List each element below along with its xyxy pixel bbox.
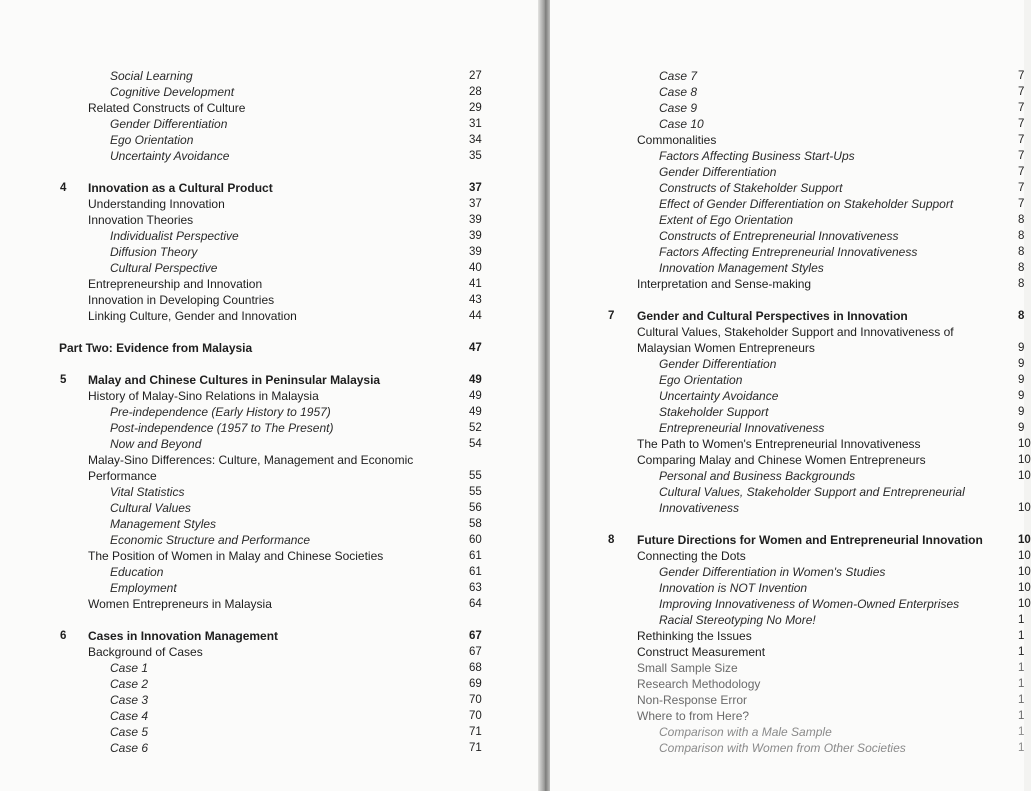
toc-entry xyxy=(550,116,1024,132)
toc-page-number: 71 xyxy=(469,726,482,738)
toc-entry-title: Interpretation and Sense-making xyxy=(637,277,812,291)
toc-entry-title: Improving Innovativeness of Women-Owned Enterprises xyxy=(659,597,960,611)
toc-page-number: 8 xyxy=(1018,214,1025,226)
toc-entry xyxy=(550,612,1024,628)
toc-entry xyxy=(550,180,1024,196)
toc-entry xyxy=(550,452,1031,468)
chapter-number: 8 xyxy=(608,534,615,546)
toc-entry-title: Diffusion Theory xyxy=(110,245,198,259)
toc-page-number: 7 xyxy=(1018,118,1025,130)
toc-entry xyxy=(0,132,540,148)
toc-page-number: 39 xyxy=(469,246,482,258)
toc-entry-title: Individualist Perspective xyxy=(110,229,239,243)
toc-entry xyxy=(550,212,1024,228)
toc-page-number: 10 xyxy=(1018,582,1031,594)
toc-entry xyxy=(550,420,1024,436)
toc-entry xyxy=(550,324,1024,340)
chapter-number: 7 xyxy=(608,310,615,322)
toc-entry xyxy=(550,564,1031,580)
toc-entry-title: Economic Structure and Performance xyxy=(110,533,311,547)
toc-page-number: 7 xyxy=(1018,70,1025,82)
toc-entry-title: Innovation Management Styles xyxy=(659,261,824,275)
toc-page-number: 61 xyxy=(469,566,482,578)
toc-page-number: 37 xyxy=(469,182,482,194)
toc-spacer xyxy=(550,292,1024,308)
toc-entry xyxy=(550,84,1024,100)
toc-entry xyxy=(0,452,540,468)
toc-entry xyxy=(0,500,540,516)
toc-entry xyxy=(0,116,540,132)
toc-entry xyxy=(550,436,1031,452)
toc-entry-title: Cultural Values, Stakeholder Support and Innovativeness of xyxy=(637,325,954,339)
toc-entry-title: Linking Culture, Gender and Innovation xyxy=(88,309,297,323)
toc-page-number: 1 xyxy=(1018,630,1025,642)
toc-page-number: 52 xyxy=(469,422,482,434)
toc-page-number: 29 xyxy=(469,102,482,114)
toc-entry xyxy=(550,340,1024,356)
toc-entry-title: Cultural Values, Stakeholder Support and Entrepreneurial xyxy=(659,485,965,499)
toc-entry xyxy=(550,404,1024,420)
toc-page-number: 67 xyxy=(469,630,482,642)
toc-entry xyxy=(550,628,1024,644)
toc-page-number: 9 xyxy=(1018,342,1025,354)
toc-page-number: 40 xyxy=(469,262,482,274)
toc-page-number: 55 xyxy=(469,486,482,498)
toc-page-number: 10 xyxy=(1018,550,1031,562)
toc-entry-title: Cultural Values xyxy=(110,501,191,515)
toc-entry xyxy=(550,356,1024,372)
toc-entry xyxy=(550,148,1024,164)
toc-entry xyxy=(0,148,540,164)
toc-entry xyxy=(550,740,1024,756)
toc-page-number: 1 xyxy=(1018,614,1025,626)
toc-entry-title: Social Learning xyxy=(110,69,193,83)
toc-page-number: 70 xyxy=(469,710,482,722)
toc-entry-title: Case 2 xyxy=(110,677,149,691)
toc-entry-title: Case 4 xyxy=(110,709,149,723)
toc-entry-title: Entrepreneurship and Innovation xyxy=(88,277,263,291)
toc-entry xyxy=(0,196,540,212)
toc-entry-title: Cultural Perspective xyxy=(110,261,218,275)
toc-entry-title: Case 3 xyxy=(110,693,149,707)
toc-page-number: 55 xyxy=(469,470,482,482)
toc-spacer xyxy=(550,516,1024,532)
toc-entry xyxy=(550,276,1024,292)
toc-entry-title: Comparison with Women from Other Societies xyxy=(659,741,906,755)
toc-entry-title: Case 1 xyxy=(110,661,149,675)
toc-entry xyxy=(0,596,540,612)
toc-entry xyxy=(550,228,1024,244)
toc-page-number: 34 xyxy=(469,134,482,146)
toc-entry xyxy=(550,244,1024,260)
toc-entry xyxy=(0,564,540,580)
toc-entry xyxy=(0,644,540,660)
chapter-number: 4 xyxy=(60,182,67,194)
toc-entry xyxy=(0,404,540,420)
toc-page-number: 10 xyxy=(1018,502,1031,514)
toc-entry-title: Factors Affecting Business Start-Ups xyxy=(659,149,855,163)
toc-entry xyxy=(0,516,540,532)
toc-part-entry xyxy=(0,340,540,356)
toc-entry-title: Factors Affecting Entrepreneurial Innovativeness xyxy=(659,245,918,259)
toc-page-number: 10 xyxy=(1018,454,1031,466)
toc-entry xyxy=(550,388,1024,404)
toc-entry-title: Understanding Innovation xyxy=(88,197,225,211)
toc-entry-title: Vital Statistics xyxy=(110,485,185,499)
toc-entry-title: Case 5 xyxy=(110,725,149,739)
toc-page-number: 70 xyxy=(469,694,482,706)
toc-entry-title: Ego Orientation xyxy=(110,133,194,147)
toc-entry xyxy=(0,708,540,724)
toc-entry xyxy=(550,548,1031,564)
toc-page-number: 8 xyxy=(1018,278,1025,290)
toc-page-number: 7 xyxy=(1018,150,1025,162)
toc-entry-title: Where to from Here? xyxy=(637,709,750,723)
toc-chapter-entry xyxy=(0,628,540,644)
toc-page-number: 41 xyxy=(469,278,482,290)
toc-page-number: 10 xyxy=(1018,470,1031,482)
toc-page-number: 10 xyxy=(1018,566,1031,578)
toc-entry xyxy=(0,420,540,436)
toc-entry-title: Related Constructs of Culture xyxy=(88,101,246,115)
toc-entry xyxy=(0,580,540,596)
toc-entry xyxy=(550,100,1024,116)
toc-page-number: 60 xyxy=(469,534,482,546)
toc-entry-title: Education xyxy=(110,565,164,579)
toc-entry-title: Cognitive Development xyxy=(110,85,235,99)
toc-page-number: 7 xyxy=(1018,86,1025,98)
toc-entry xyxy=(0,276,540,292)
toc-entry-title: Performance xyxy=(88,469,157,483)
toc-entry-title: Management Styles xyxy=(110,517,217,531)
toc-entry-title: Commonalities xyxy=(637,133,717,147)
toc-entry xyxy=(550,708,1024,724)
toc-page-number: 8 xyxy=(1018,246,1025,258)
toc-entry xyxy=(0,532,540,548)
toc-page-number: 1 xyxy=(1018,694,1025,706)
toc-page-number: 9 xyxy=(1018,390,1025,402)
toc-entry xyxy=(0,228,540,244)
toc-page-number: 71 xyxy=(469,742,482,754)
toc-entry xyxy=(550,484,1024,500)
toc-page-number: 1 xyxy=(1018,726,1025,738)
toc-chapter-entry xyxy=(0,372,540,388)
toc-entry-title: Comparison with a Male Sample xyxy=(659,725,832,739)
toc-list-left xyxy=(0,68,540,756)
toc-entry xyxy=(0,84,540,100)
toc-entry xyxy=(0,308,540,324)
toc-entry xyxy=(550,68,1024,84)
toc-page-number: 61 xyxy=(469,550,482,562)
toc-page-number: 7 xyxy=(1018,134,1025,146)
toc-entry-title: Future Directions for Women and Entrepreneurial Innovation xyxy=(637,533,983,547)
toc-entry-title: Entrepreneurial Innovativeness xyxy=(659,421,825,435)
toc-page-number: 10 xyxy=(1018,534,1031,546)
toc-entry-title: Uncertainty Avoidance xyxy=(659,389,779,403)
toc-entry xyxy=(0,68,540,84)
toc-page-number: 56 xyxy=(469,502,482,514)
toc-entry-title: Innovation as a Cultural Product xyxy=(88,181,273,195)
toc-entry-title: Small Sample Size xyxy=(637,661,738,675)
toc-entry-title: Extent of Ego Orientation xyxy=(659,213,794,227)
toc-page-number: 9 xyxy=(1018,374,1025,386)
toc-entry-title: Gender Differentiation xyxy=(659,357,777,371)
toc-page-number: 1 xyxy=(1018,662,1025,674)
toc-page-number: 35 xyxy=(469,150,482,162)
toc-entry xyxy=(0,660,540,676)
toc-entry xyxy=(550,692,1024,708)
toc-entry-title: Innovation in Developing Countries xyxy=(88,293,275,307)
toc-entry xyxy=(550,196,1024,212)
toc-spacer xyxy=(0,164,540,180)
toc-entry xyxy=(0,212,540,228)
toc-page-number: 7 xyxy=(1018,198,1025,210)
toc-page-number: 7 xyxy=(1018,166,1025,178)
toc-entry-title: Case 6 xyxy=(110,741,149,755)
toc-page-number: 1 xyxy=(1018,710,1025,722)
toc-page-number: 39 xyxy=(469,214,482,226)
toc-entry xyxy=(0,740,540,756)
toc-page-number: 9 xyxy=(1018,406,1025,418)
toc-entry-title: Background of Cases xyxy=(88,645,203,659)
toc-entry xyxy=(550,132,1024,148)
toc-page-number: 9 xyxy=(1018,358,1025,370)
toc-page-number: 7 xyxy=(1018,182,1025,194)
chapter-number: 5 xyxy=(60,374,67,386)
toc-entry xyxy=(0,244,540,260)
toc-entry-title: Stakeholder Support xyxy=(659,405,769,419)
toc-entry-title: Malay and Chinese Cultures in Peninsular Malaysia xyxy=(88,373,381,387)
toc-page-number: 44 xyxy=(469,310,482,322)
toc-entry-title: The Path to Women's Entrepreneurial Innovativeness xyxy=(637,437,921,451)
toc-entry-title: Employment xyxy=(110,581,177,595)
toc-entry xyxy=(550,580,1031,596)
toc-entry-title: History of Malay-Sino Relations in Malaysia xyxy=(88,389,319,403)
toc-entry xyxy=(550,468,1031,484)
toc-page-number: 8 xyxy=(1018,310,1025,322)
right-page xyxy=(550,0,1031,791)
toc-entry xyxy=(550,724,1024,740)
toc-page-number: 10 xyxy=(1018,438,1031,450)
toc-entry-title: Personal and Business Backgrounds xyxy=(659,469,856,483)
toc-entry xyxy=(550,260,1024,276)
toc-page-number: 39 xyxy=(469,230,482,242)
toc-page-number: 1 xyxy=(1018,742,1025,754)
toc-entry xyxy=(550,596,1031,612)
toc-spacer xyxy=(0,356,540,372)
toc-entry xyxy=(0,548,540,564)
toc-entry-title: Pre-independence (Early History to 1957) xyxy=(110,405,331,419)
toc-page-number: 27 xyxy=(469,70,482,82)
toc-page-number: 68 xyxy=(469,662,482,674)
toc-page-number: 49 xyxy=(469,390,482,402)
toc-entry-title: Constructs of Entrepreneurial Innovativeness xyxy=(659,229,899,243)
toc-entry-title: Case 10 xyxy=(659,117,704,131)
toc-entry xyxy=(550,676,1024,692)
toc-entry xyxy=(0,436,540,452)
toc-entry xyxy=(0,388,540,404)
toc-entry-title: Part Two: Evidence from Malaysia xyxy=(59,341,253,355)
toc-entry xyxy=(550,644,1024,660)
toc-chapter-entry xyxy=(550,308,1024,324)
toc-entry xyxy=(0,484,540,500)
toc-page-number: 31 xyxy=(469,118,482,130)
toc-entry-title: Malay-Sino Differences: Culture, Management and Economic xyxy=(88,453,414,467)
toc-page-number: 28 xyxy=(469,86,482,98)
toc-page-number: 69 xyxy=(469,678,482,690)
toc-page-number: 49 xyxy=(469,406,482,418)
toc-page-number: 7 xyxy=(1018,102,1025,114)
toc-entry-title: Case 7 xyxy=(659,69,698,83)
chapter-number: 6 xyxy=(60,630,67,642)
toc-entry-title: Now and Beyond xyxy=(110,437,202,451)
toc-entry-title: Gender Differentiation in Women's Studies xyxy=(659,565,886,579)
toc-chapter-entry xyxy=(550,532,1031,548)
toc-entry xyxy=(550,500,1031,516)
toc-entry xyxy=(0,724,540,740)
toc-page-number: 9 xyxy=(1018,422,1025,434)
toc-page-number: 64 xyxy=(469,598,482,610)
toc-page-number: 47 xyxy=(469,342,482,354)
toc-entry-title: The Position of Women in Malay and Chinese Societies xyxy=(88,549,384,563)
toc-page-number: 10 xyxy=(1018,598,1031,610)
toc-entry-title: Malaysian Women Entrepreneurs xyxy=(637,341,815,355)
toc-entry-title: Gender and Cultural Perspectives in Innovation xyxy=(637,309,908,323)
toc-entry xyxy=(0,692,540,708)
toc-entry-title: Comparing Malay and Chinese Women Entrepreneurs xyxy=(637,453,926,467)
toc-entry-title: Rethinking the Issues xyxy=(637,629,752,643)
toc-entry-title: Construct Measurement xyxy=(637,645,766,659)
toc-entry-title: Connecting the Dots xyxy=(637,549,746,563)
toc-page-number: 54 xyxy=(469,438,482,450)
toc-entry-title: Women Entrepreneurs in Malaysia xyxy=(88,597,272,611)
toc-page-number: 63 xyxy=(469,582,482,594)
toc-page-number: 58 xyxy=(469,518,482,530)
toc-entry-title: Gender Differentiation xyxy=(659,165,777,179)
toc-entry-title: Innovation is NOT Invention xyxy=(659,581,808,595)
toc-entry xyxy=(550,372,1024,388)
toc-page-number: 43 xyxy=(469,294,482,306)
toc-entry-title: Innovativeness xyxy=(659,501,740,515)
toc-entry xyxy=(0,468,540,484)
toc-entry-title: Innovation Theories xyxy=(88,213,194,227)
toc-entry-title: Effect of Gender Differentiation on Stakeholder Support xyxy=(659,197,954,211)
toc-entry-title: Post-independence (1957 to The Present) xyxy=(110,421,334,435)
toc-entry-title: Constructs of Stakeholder Support xyxy=(659,181,843,195)
toc-chapter-entry xyxy=(0,180,540,196)
toc-entry xyxy=(550,164,1024,180)
toc-page-number: 37 xyxy=(469,198,482,210)
toc-page-number: 67 xyxy=(469,646,482,658)
toc-spacer xyxy=(0,324,540,340)
toc-entry xyxy=(0,260,540,276)
toc-entry-title: Case 9 xyxy=(659,101,698,115)
toc-entry xyxy=(0,676,540,692)
toc-entry xyxy=(550,660,1024,676)
toc-list-right xyxy=(550,68,1031,756)
toc-entry-title: Cases in Innovation Management xyxy=(88,629,279,643)
toc-entry-title: Racial Stereotyping No More! xyxy=(659,613,816,627)
toc-entry-title: Gender Differentiation xyxy=(110,117,228,131)
toc-page-number: 49 xyxy=(469,374,482,386)
toc-page-number: 8 xyxy=(1018,230,1025,242)
toc-entry-title: Research Methodology xyxy=(637,677,761,691)
toc-entry-title: Uncertainty Avoidance xyxy=(110,149,230,163)
toc-entry xyxy=(0,100,540,116)
toc-entry-title: Non-Response Error xyxy=(637,693,748,707)
toc-entry xyxy=(0,292,540,308)
toc-entry-title: Ego Orientation xyxy=(659,373,743,387)
toc-page-number: 8 xyxy=(1018,262,1025,274)
toc-entry-title: Case 8 xyxy=(659,85,698,99)
toc-spacer xyxy=(0,612,540,628)
toc-page-number: 1 xyxy=(1018,646,1025,658)
toc-page-number: 1 xyxy=(1018,678,1025,690)
